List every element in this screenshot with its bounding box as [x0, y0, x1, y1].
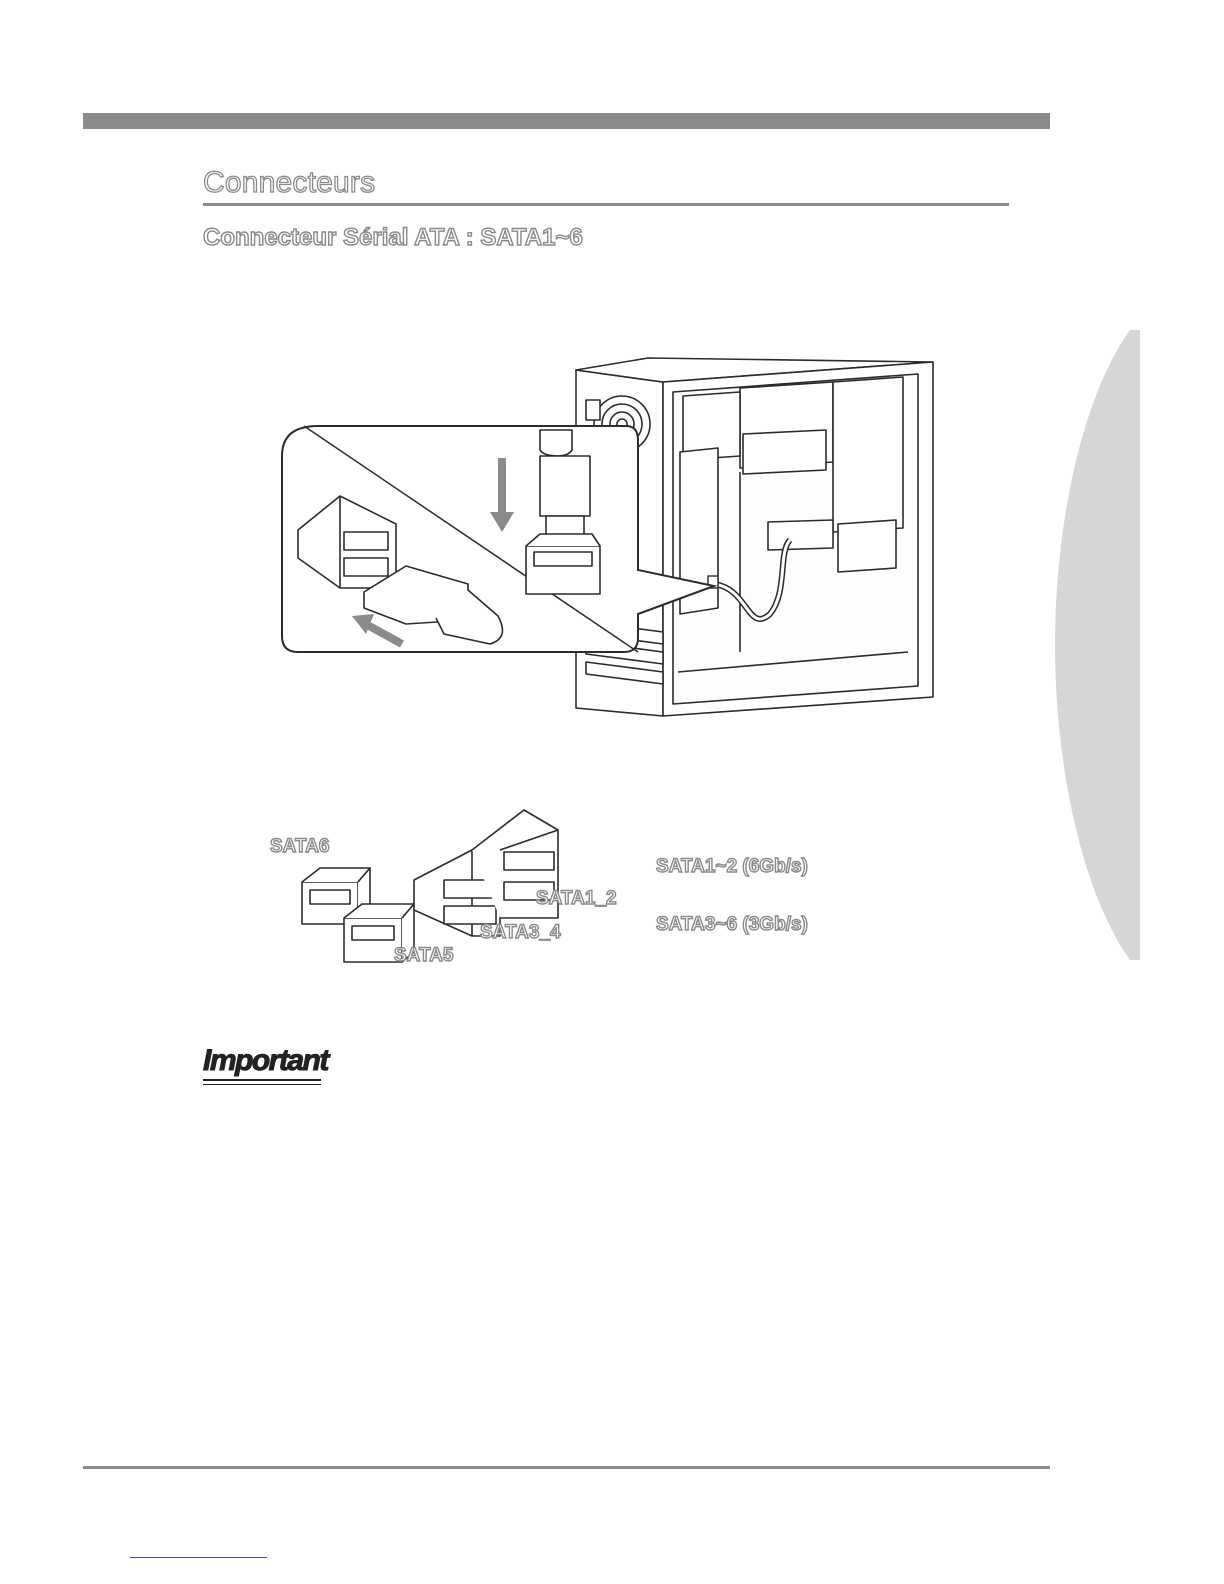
- important-underline: [203, 1079, 321, 1081]
- sata-installation-illustration: [278, 352, 938, 724]
- important-underline-thin: [203, 1084, 321, 1085]
- label-sata3-4: SATA3_4: [480, 922, 561, 943]
- label-sata6: SATA6: [270, 836, 330, 857]
- chapter-side-tab: [1050, 330, 1140, 960]
- subsection-title: Connecteur Sérial ATA : SATA1~6: [203, 224, 583, 251]
- label-sata1-2: SATA1_2: [536, 888, 617, 909]
- important-heading: Important: [203, 1044, 328, 1077]
- speed-note-sata1-2: SATA1~2 (6Gb/s): [656, 856, 808, 877]
- header-bar: [83, 113, 1050, 129]
- footer-rule: [83, 1466, 1050, 1469]
- title-underline: [203, 203, 1009, 206]
- speed-note-sata3-6: SATA3~6 (3Gb/s): [656, 914, 808, 935]
- label-sata5: SATA5: [394, 945, 454, 966]
- section-title: Connecteurs: [203, 166, 376, 199]
- footer-link-underline[interactable]: [130, 1557, 267, 1558]
